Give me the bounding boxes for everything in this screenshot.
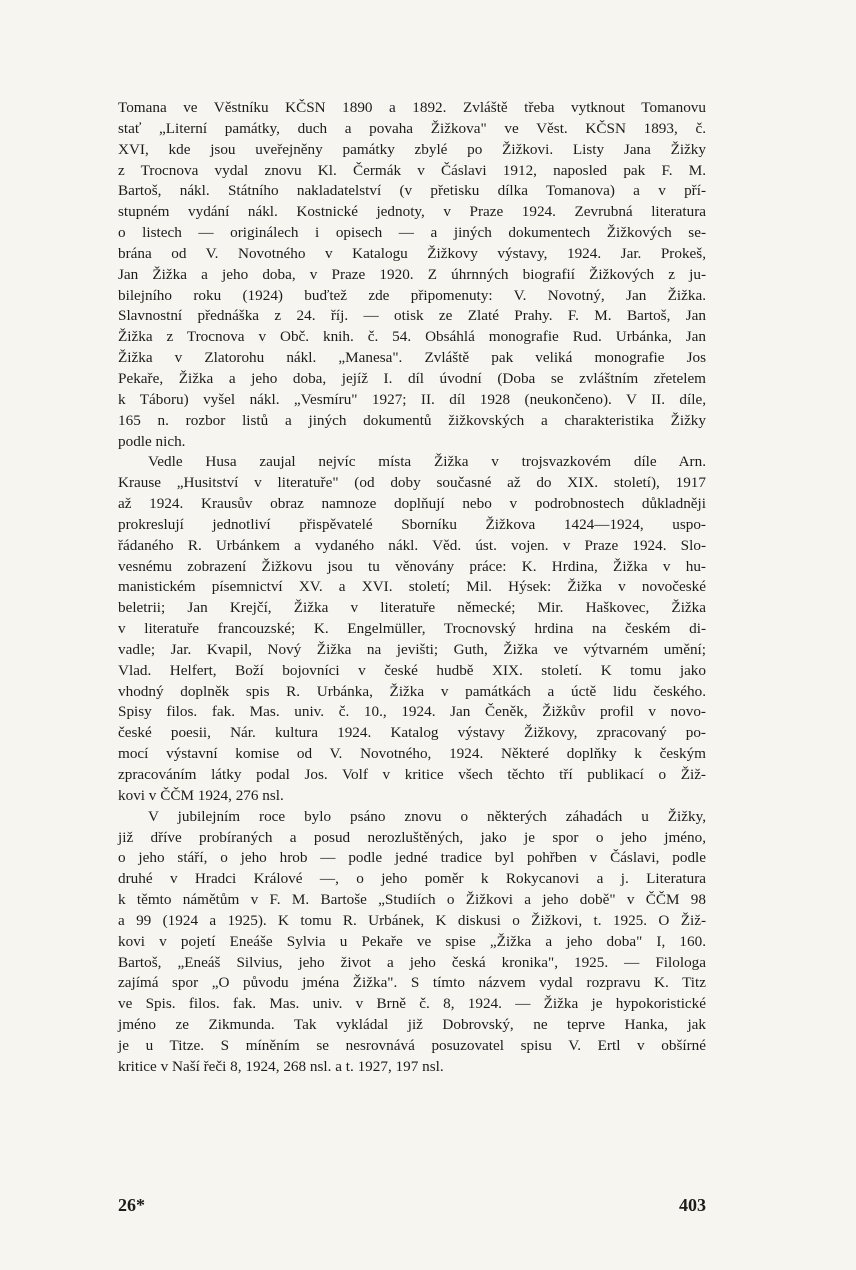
text-line: o jeho stáří, o jeho hrob — podle jedné tradice byl pohřben v Čáslavi, podle <box>118 849 706 867</box>
text-line: a 99 (1924 a 1925). K tomu R. Urbánek, K diskusi o Žižkovi, t. 1925. O Žiž- <box>118 911 706 929</box>
text-line: až 1924. Krausův obraz namnoze doplňují nebo v podrobnostech důkladněji <box>118 495 706 513</box>
page-number: 403 <box>679 1195 706 1215</box>
text-line: Pekaře, Žižka a jeho doba, jejíž I. díl úvodní (Doba se zvláštním zřetelem <box>118 369 706 387</box>
text-line: beletrii; Jan Krejčí, Žižka v literatuře německé; Mir. Haškovec, Žižka <box>118 599 706 617</box>
text-line: řádaného R. Urbánkem a vydaného nákl. Věd. úst. vojen. v Praze 1924. Slo- <box>118 536 706 554</box>
printer-signature: 26* <box>118 1195 145 1215</box>
text-line: mocí výstavní komise od V. Novotného, 1924. Některé doplňky k českým <box>118 745 706 763</box>
page-body <box>118 98 706 1078</box>
text-line: Slavnostní přednáška z 24. říj. — otisk ze Zlaté Prahy. F. M. Bartoš, Jan <box>118 307 706 325</box>
paragraph <box>118 807 706 1078</box>
text-line: manistickém písemnictví XV. a XVI. století; Mil. Hýsek: Žižka v novočeské <box>118 578 706 596</box>
text-line: kovi v ČČM 1924, 276 nsl. <box>118 786 284 804</box>
text-line: 165 n. rozbor listů a jiných dokumentů žižkovských a charakteristika Žižky <box>118 411 706 429</box>
text-line: Bartoš, nákl. Státního nakladatelství (v přetisku dílka Tomanova) a v pří- <box>118 182 706 200</box>
text-line: již dříve probíraných a posud nerozluštěných, jako je spor o jeho jméno, <box>118 828 706 846</box>
text-line: je u Titze. S míněním se nesrovnává posuzovatel spisu V. Ertl v obšírné <box>118 1036 706 1054</box>
text-line: bilejního roku (1924) buďtež zde připomenuty: V. Novotný, Jan Žižka. <box>118 286 706 304</box>
text-line: stať „Literní památky, duch a povaha Žižkova" ve Věst. KČSN 1893, č. <box>118 119 706 137</box>
text-line: zpracováním látky podal Jos. Volf v kritice všech těchto tří publikací o Žiž- <box>118 766 706 783</box>
text-line: Jan Žižka a jeho doba, v Praze 1920. Z úhrnných biografií Žižkových z ju- <box>118 265 706 283</box>
text-line: podle nich. <box>118 432 186 450</box>
text-line: Žižka v Zlatorohu nákl. „Manesa". Zvláště pak veliká monografie Jos <box>118 349 706 367</box>
text-line: o listech — originálech i opisech — a jiných dokumentech Žižkových se- <box>118 224 706 242</box>
text-line: stupném vydání nákl. Kostnické jednoty, v Praze 1924. Zevrubná literatura <box>118 203 706 221</box>
text-line: vesnému zobrazení Žižkovu jsou tu věnovány práce: K. Hrdina, Žižka v hu- <box>118 557 706 575</box>
text-line: kritice v Naší řeči 8, 1924, 268 nsl. a t. 1927, 197 nsl. <box>118 1057 444 1075</box>
text-line: ve Spis. filos. fak. Mas. univ. v Brně č. 8, 1924. — Žižka je hypokoristické <box>118 995 706 1013</box>
text-line: zajímá spor „O původu jména Žižka". S tímto názvem vydal rozpravu K. Titz <box>118 974 706 992</box>
text-line: Krause „Husitství v literatuře" (od doby současné až do XIX. století), 1917 <box>118 474 706 492</box>
text-line: k Táboru) vyšel nákl. „Vesmíru" 1927; II. díl 1928 (neukončeno). V II. díle, <box>118 390 706 408</box>
text-line: Spisy filos. fak. Mas. univ. č. 10., 1924. Jan Čeněk, Žižkův profil v novo- <box>118 703 706 721</box>
text-line: Vedle Husa zaujal nejvíc místa Žižka v trojsvazkovém díle Arn. <box>148 453 706 471</box>
text-line: v literatuře francouzské; K. Engelmüller, Trocnovský hrdina na českém di- <box>118 620 706 638</box>
text-line: české poesii, Nár. kultura 1924. Katalog výstavy Žižkovy, zpracovaný po- <box>118 724 706 742</box>
text-line: V jubilejním roce bylo psáno znovu o některých záhadách u Žižky, <box>148 807 706 825</box>
text-line: vadle; Jar. Kvapil, Nový Žižka na jevišti; Guth, Žižka ve výtvarném umění; <box>118 640 706 658</box>
text-line: jméno ze Zikmunda. Tak vykládal již Dobrovský, ne teprve Hanka, jak <box>118 1016 706 1034</box>
paragraph <box>118 98 706 452</box>
text-line: vhodný doplněk spis R. Urbánka, Žižka v památkách a úctě lidu českého. <box>118 682 706 700</box>
text-line: Žižka z Trocnova v Obč. knih. č. 54. Obsáhlá monografie Rud. Urbánka, Jan <box>118 328 706 346</box>
text-line: kovi v pojetí Eneáše Sylvia u Pekaře ve spise „Žižka a jeho doba" I, 160. <box>118 932 706 950</box>
text-line: k těmto námětům v F. M. Bartoše „Studiích o Žižkovi a jeho době" v ČČM 98 <box>118 891 706 909</box>
text-line: Tomana ve Věstníku KČSN 1890 a 1892. Zvláště třeba vytknout Tomanovu <box>118 99 706 116</box>
text-line: druhé v Hradci Králové —, o jeho poměr k Rokycanovi a j. Literatura <box>118 870 706 888</box>
text-line: prokreslují jednotliví přispěvatelé Sborníku Žižkova 1424—1924, uspo- <box>118 515 706 533</box>
text-line: Bartoš, „Eneáš Silvius, jeho život a jeho česká kronika", 1925. — Filologa <box>118 953 706 971</box>
paragraph <box>118 452 706 806</box>
text-line: XVI, kde jsou uveřejněny památky zbylé po Žižkovi. Listy Jana Žižky <box>118 140 706 158</box>
text-line: brána od V. Novotného v Katalogu Žižkovy výstavy, 1924. Jar. Prokeš, <box>118 244 706 262</box>
text-line: Vlad. Helfert, Boží bojovníci v české hudbě XIX. století. K tomu jako <box>118 661 706 679</box>
text-line: z Trocnova vydal znovu Kl. Čermák v Čáslavi 1912, naposled pak F. M. <box>118 161 706 179</box>
